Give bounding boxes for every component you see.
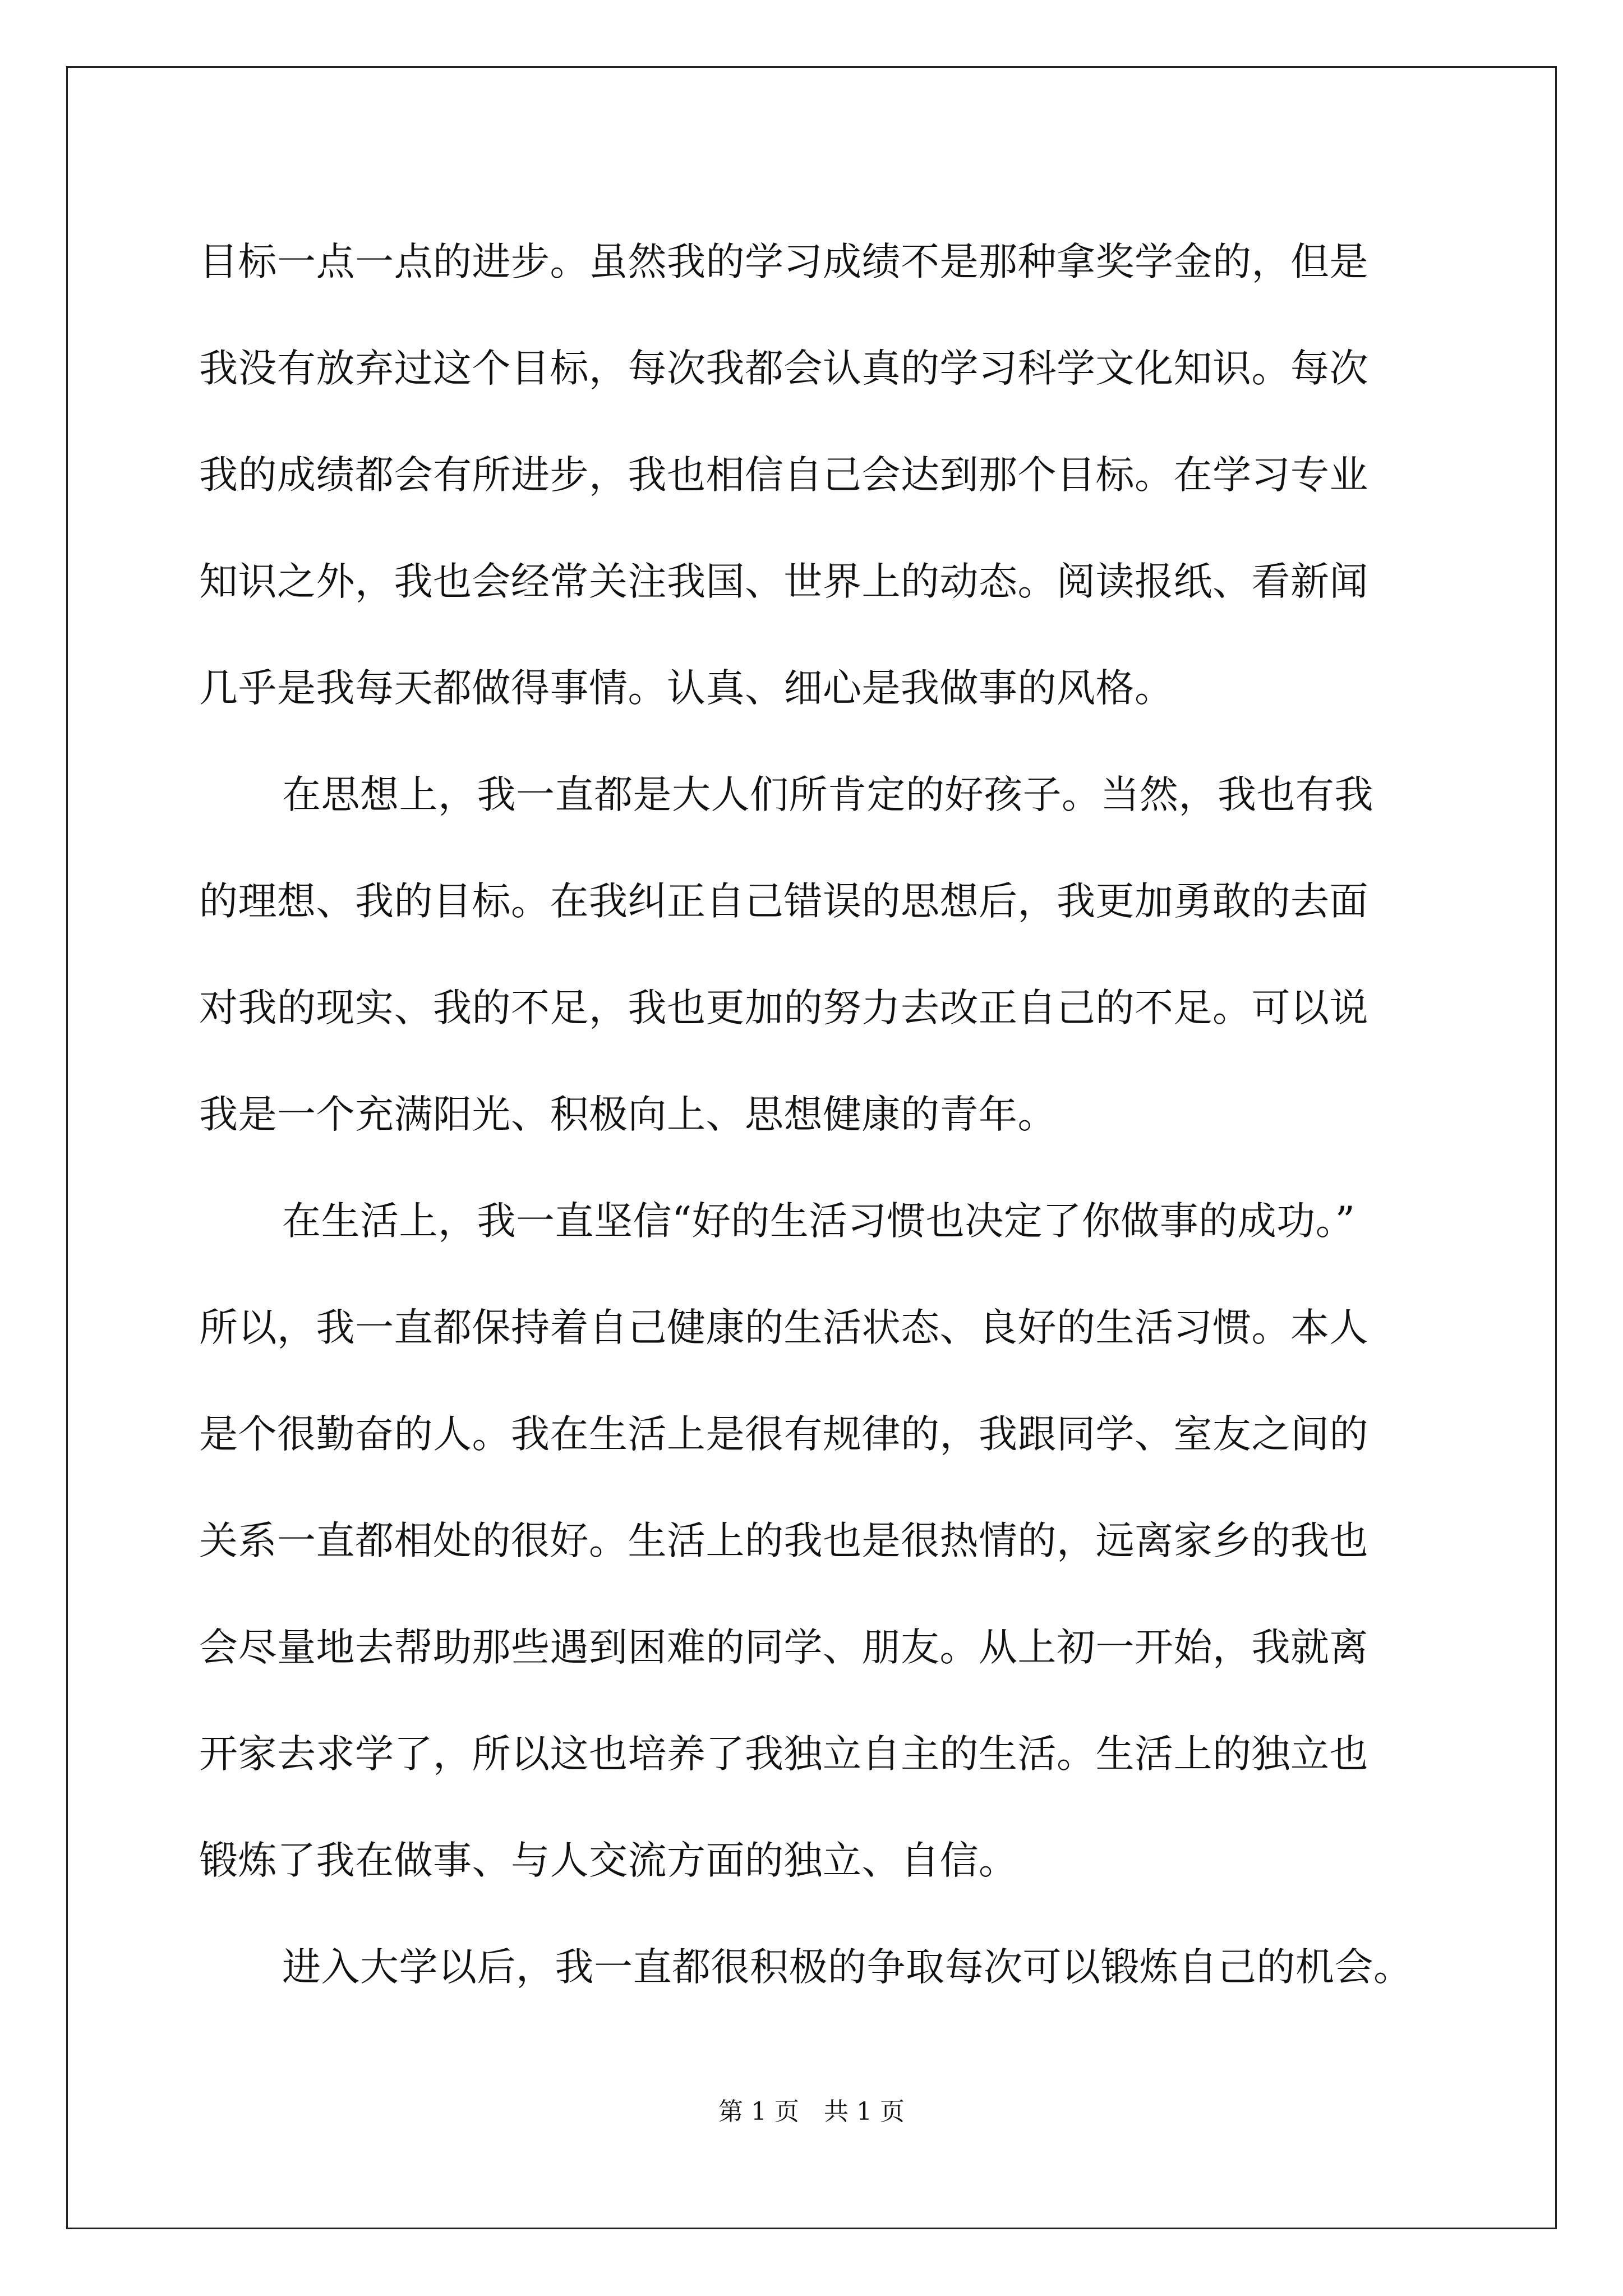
page-number-footer: 第 1 页 共 1 页 bbox=[718, 2097, 905, 2126]
text-line: 我没有放弃过这个目标，每次我都会认真的学习科学文化知识。每次 bbox=[199, 346, 1368, 391]
paragraph-start-line: 在生活上，我一直坚信“好的生活习惯也决定了你做事的成功。” bbox=[282, 1199, 1355, 1244]
text-line: 知识之外，我也会经常关注我国、世界上的动态。阅读报纸、看新闻 bbox=[199, 559, 1368, 604]
text-line: 所以，我一直都保持着自己健康的生活状态、良好的生活习惯。本人 bbox=[199, 1305, 1368, 1350]
text-line: 对我的现实、我的不足，我也更加的努力去改正自己的不足。可以说 bbox=[199, 986, 1368, 1030]
text-line: 我是一个充满阳光、积极向上、思想健康的青年。 bbox=[199, 1092, 1057, 1137]
paragraph-start-line: 在思想上，我一直都是大人们所肯定的好孩子。当然，我也有我 bbox=[282, 772, 1373, 817]
document-body bbox=[199, 209, 1422, 2021]
text-line: 目标一点一点的进步。虽然我的学习成绩不是那种拿奖学金的，但是 bbox=[199, 240, 1368, 284]
text-line: 锻炼了我在做事、与人交流方面的独立、自信。 bbox=[199, 1838, 1018, 1883]
text-line: 会尽量地去帮助那些遇到困难的同学、朋友。从上初一开始，我就离 bbox=[199, 1625, 1368, 1670]
text-line: 关系一直都相处的很好。生活上的我也是很热情的，远离家乡的我也 bbox=[199, 1519, 1368, 1563]
paragraph-start-line: 进入大学以后，我一直都很积极的争取每次可以锻炼自己的机会。 bbox=[282, 1945, 1413, 1990]
text-line: 的理想、我的目标。在我纠正自己错误的思想后，我更加勇敢的去面 bbox=[199, 879, 1368, 924]
text-line: 是个很勤奋的人。我在生活上是很有规律的，我跟同学、室友之间的 bbox=[199, 1412, 1368, 1457]
text-line: 开家去求学了，所以这也培养了我独立自主的生活。生活上的独立也 bbox=[199, 1732, 1368, 1777]
text-line: 我的成绩都会有所进步，我也相信自己会达到那个目标。在学习专业 bbox=[199, 453, 1368, 498]
text-line: 几乎是我每天都做得事情。认真、细心是我做事的风格。 bbox=[199, 666, 1174, 711]
